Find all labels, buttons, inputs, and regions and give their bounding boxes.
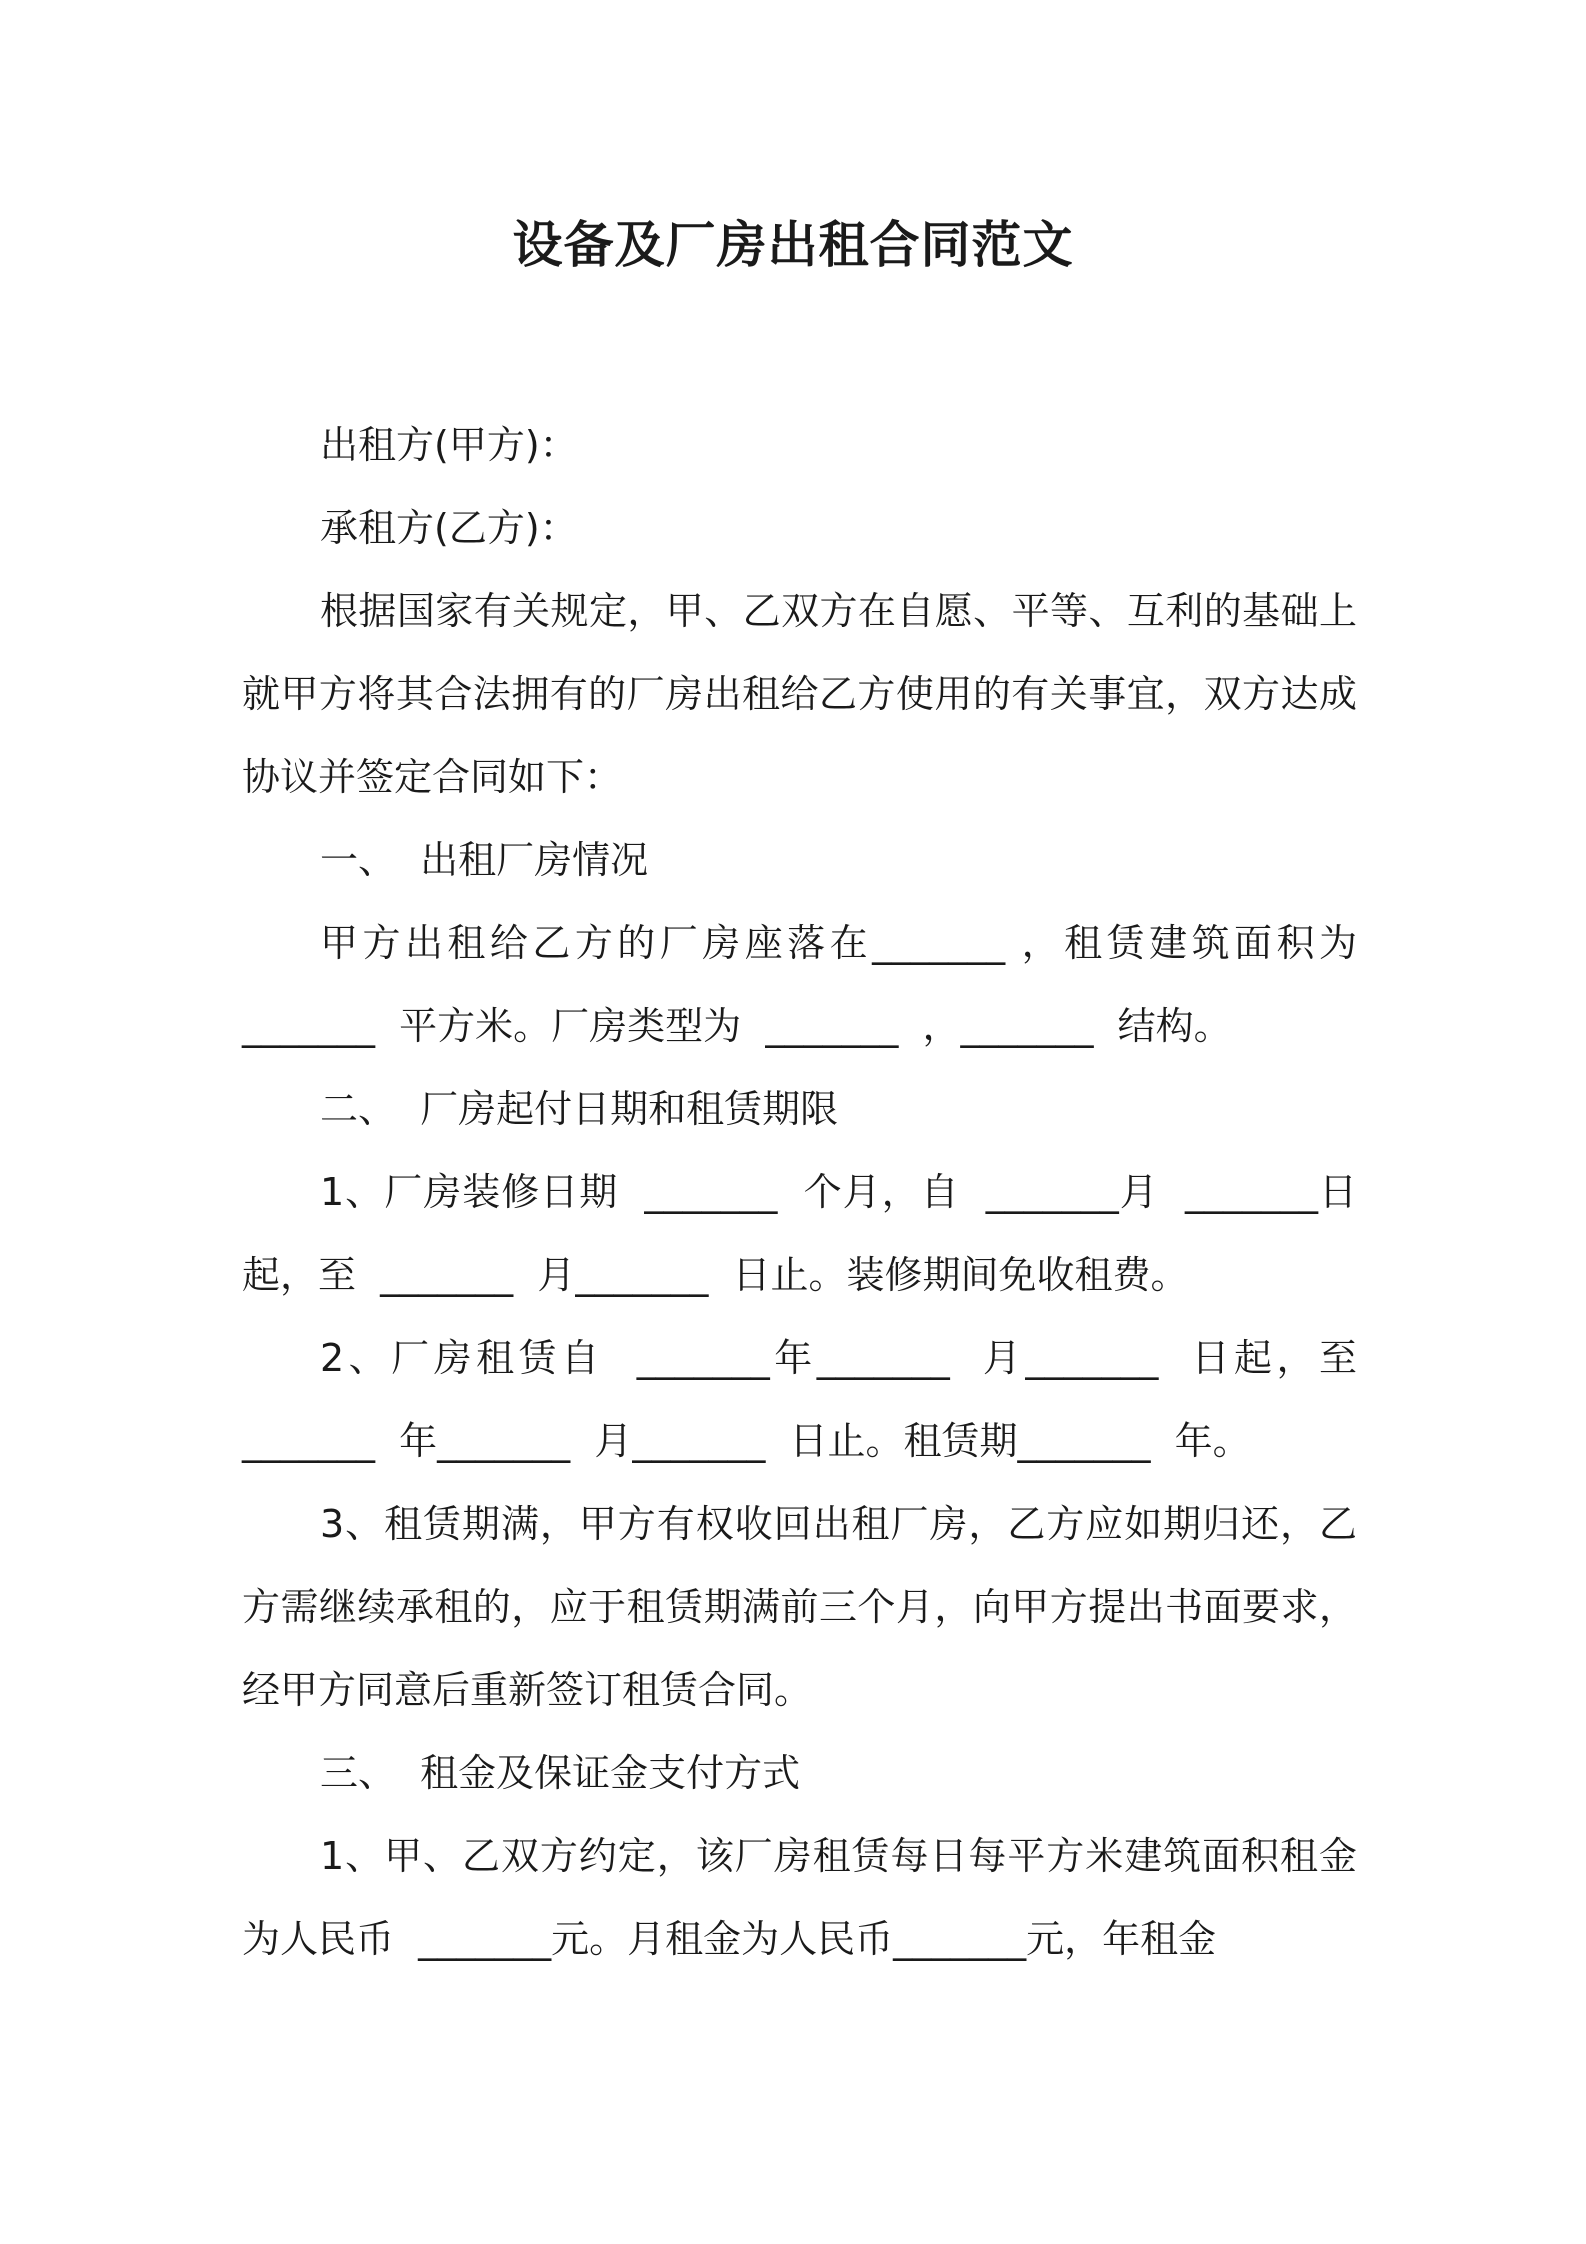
section1-heading: 一、 出租厂房情况 xyxy=(320,838,649,882)
section2-item-3: 3、租赁期满，甲方有权收回出租厂房，乙方应如期归还，乙方需继续承租的，应于租赁期满前三个月，向甲方提出书面要求，经甲方同意后重新签订租赁合同。 xyxy=(242,1502,1357,1712)
section2-item-1: 1、厂房装修日期 _______ 个月，自 _______月 _______日起，至 _______ 月_______ 日止。装修期间免收租费。 xyxy=(242,1170,1357,1297)
section3-heading: 三、 租金及保证金支付方式 xyxy=(320,1751,801,1795)
lessor-line: 出租方(甲方)： xyxy=(320,423,578,467)
lessee-line: 承租方(乙方)： xyxy=(320,506,578,550)
section3-item-1: 1、甲、乙双方约定，该厂房租赁每日每平方米建筑面积租金为人民币 _______元。月租金为人民币_______元，年租金 xyxy=(242,1834,1357,1961)
document-title: 设备及厂房出租合同范文 xyxy=(512,216,1074,274)
intro-paragraph: 根据国家有关规定，甲、乙双方在自愿、平等、互利的基础上就甲方将其合法拥有的厂房出租给乙方使用的有关事宜，双方达成协议并签定合同如下： xyxy=(242,589,1357,799)
document-body xyxy=(242,404,1357,1981)
section2-item-2: 2、厂房租赁自 _______年_______ 月_______ 日起，至_______ 年_______ 月_______ 日止。租赁期_______ 年。 xyxy=(242,1336,1357,1463)
section2-heading: 二、 厂房起付日期和租赁期限 xyxy=(320,1087,839,1131)
section1-text: 甲方出租给乙方的厂房座落在_______ ，租赁建筑面积为_______ 平方米。厂房类型为 _______ ，_______ 结构。 xyxy=(242,921,1357,1048)
